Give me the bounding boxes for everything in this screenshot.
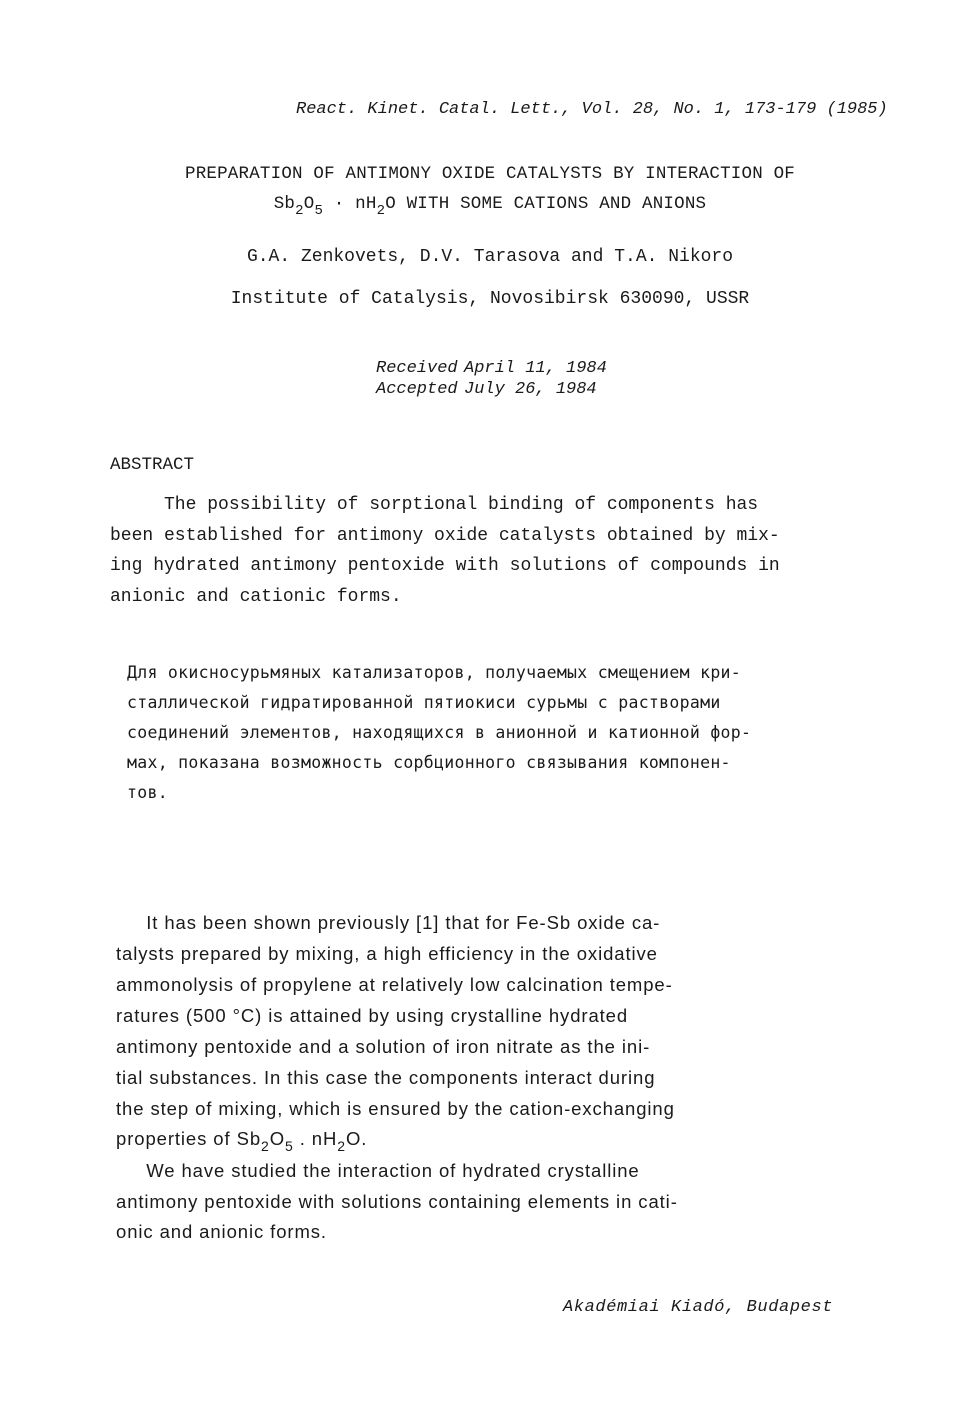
body-line: tial substances. In this case the components interact during xyxy=(116,1067,656,1088)
body-line: We have studied the interaction of hydrated crystalline xyxy=(116,1160,640,1181)
abstract-russian-line: сталлической гидратированной пятиокиси сурьмы с растворами xyxy=(127,693,721,712)
abstract-line: been established for antimony oxide catalysts obtained by mix- xyxy=(110,526,780,546)
body-line: ratures (500 °C) is attained by using crystalline hydrated xyxy=(116,1005,629,1026)
abstract-russian-line: тов. xyxy=(127,783,168,802)
abstract-russian-line: мах, показана возможность сорбционного связывания компонен- xyxy=(127,753,731,772)
affiliation: Institute of Catalysis, Novosibirsk 630090, USSR xyxy=(230,289,750,309)
body-line: talysts prepared by mixing, a high efficiency in the oxidative xyxy=(116,943,658,964)
publisher-footer: Akadémiai Kiadó, Budapest xyxy=(563,1298,834,1317)
received-date: Received April 11, 1984 xyxy=(376,359,607,378)
abstract-russian-line: соединений элементов, находящихся в анионной и катионной фор- xyxy=(127,723,752,742)
accepted-date: Accepted July 26, 1984 xyxy=(376,380,597,399)
authors: G.A. Zenkovets, D.V. Tarasova and T.A. Nikoro xyxy=(246,247,734,267)
abstract-line: The possibility of sorptional binding of components has xyxy=(110,495,759,515)
body-line: onic and anionic forms. xyxy=(116,1221,327,1242)
body-line: antimony pentoxide with solutions containing elements in cati- xyxy=(116,1191,678,1212)
body-line: It has been shown previously [1] that for Fe-Sb oxide ca- xyxy=(116,912,661,933)
body-line: the step of mixing, which is ensured by the cation-exchanging xyxy=(116,1098,675,1119)
abstract-russian-line: Для окисносурьмяных катализаторов, получаемых смещением кри- xyxy=(127,663,742,682)
abstract-line: anionic and cationic forms. xyxy=(110,587,402,607)
title-line-1: PREPARATION OF ANTIMONY OXIDE CATALYSTS BY INTERACTION OF xyxy=(185,164,795,184)
body-line: ammonolysis of propylene at relatively low calcination tempe- xyxy=(116,974,673,995)
body-line: properties of $Sb_2O_5$ . $nH_2O$. xyxy=(116,1128,368,1154)
body-line: antimony pentoxide and a solution of iron nitrate as the ini- xyxy=(116,1036,651,1057)
title-line-2: $Sb_2O_5 \cdot nH_2O$ WITH SOME CATIONS AND ANIONS xyxy=(273,194,707,219)
journal-reference: React. Kinet. Catal. Lett., Vol. 28, No. 1, 173-179 (1985) xyxy=(296,100,888,119)
abstract-heading: ABSTRACT xyxy=(110,455,195,475)
abstract-line: ing hydrated antimony pentoxide with solutions of compounds in xyxy=(110,556,780,576)
